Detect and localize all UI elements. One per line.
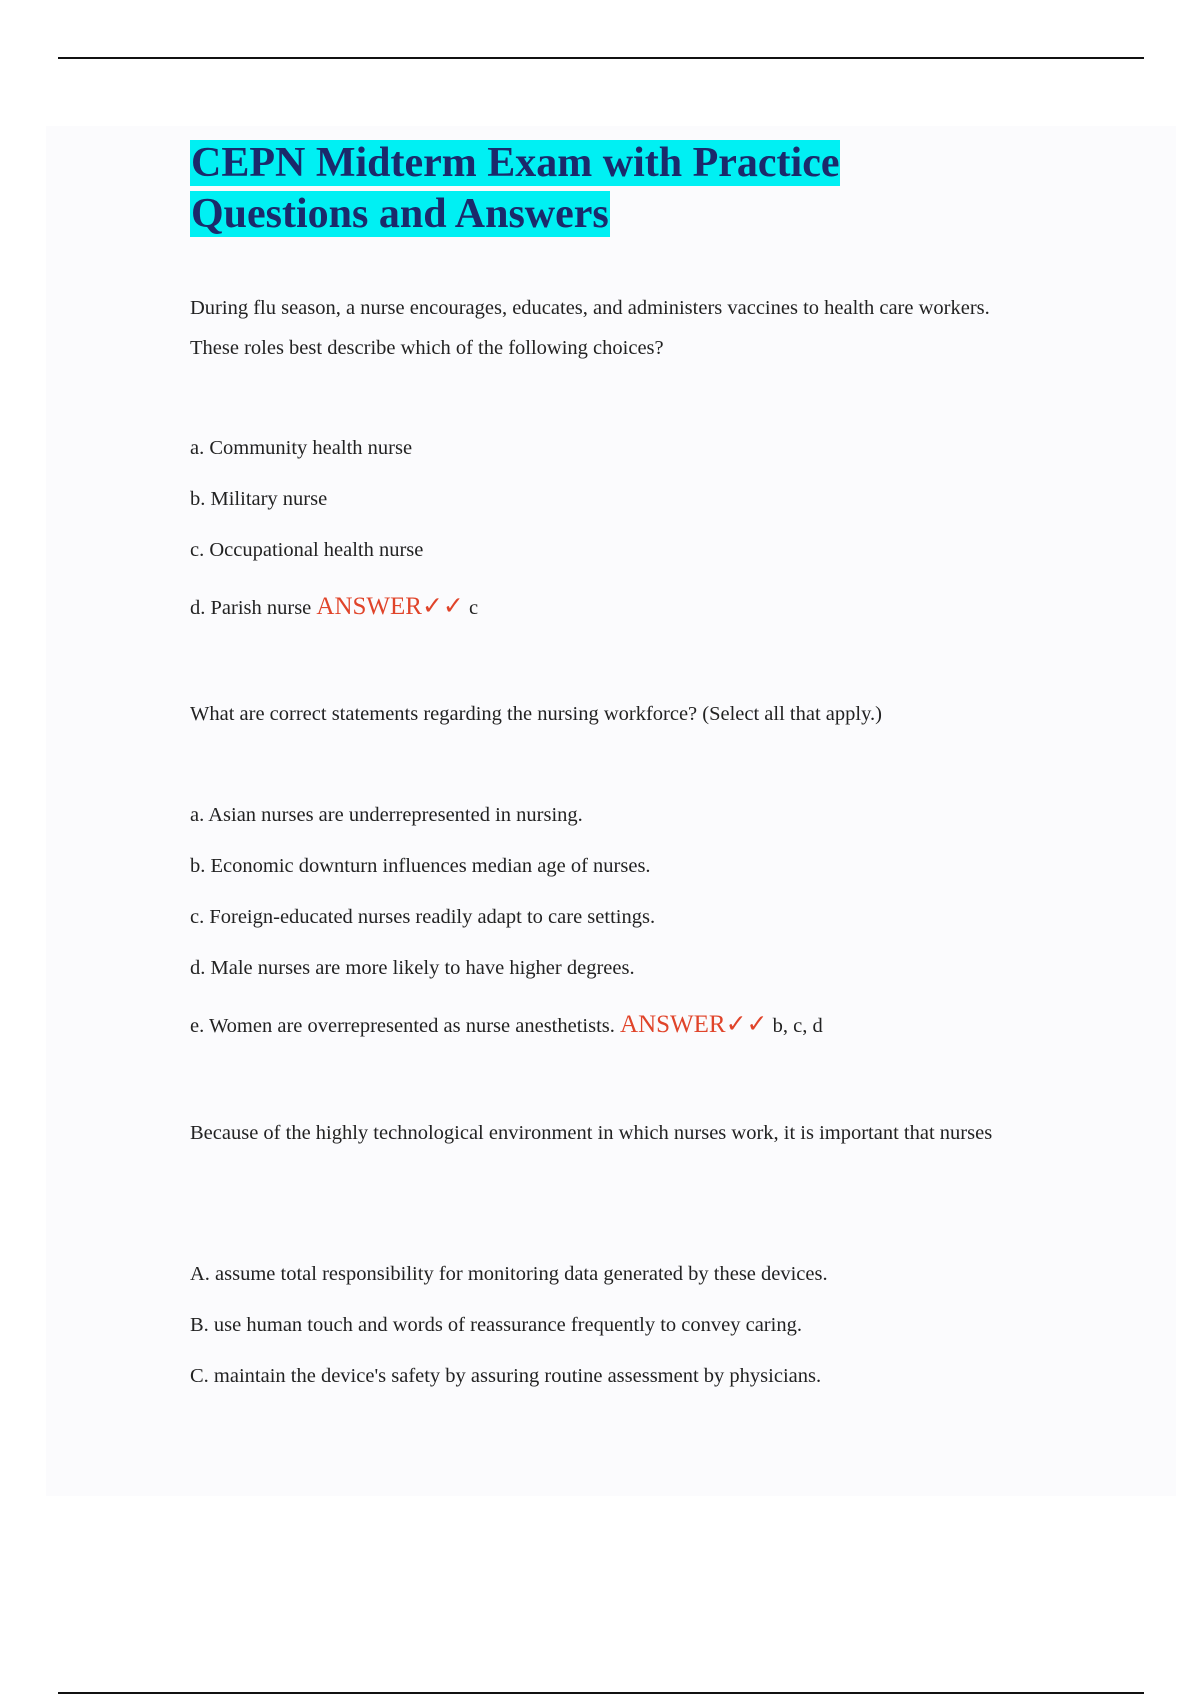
question-3-option-c: C. maintain the device's safety by assuring routine assessment by physicians. [190, 1365, 822, 1387]
question-2-option-e: e. Women are overrepresented as nurse anesthetists. [190, 1015, 615, 1037]
question-2-option-a: a. Asian nurses are underrepresented in nursing. [190, 804, 583, 826]
question-1-option-d: d. Parish nurse [190, 597, 312, 619]
question-2-option-d: d. Male nurses are more likely to have higher degrees. [190, 957, 635, 979]
question-3-stem: Because of the highly technological environment in which nurses work, it is important that nurses [190, 1122, 993, 1144]
answer-label: ANSWER✓✓ [620, 1011, 768, 1038]
question-1-option-c: c. Occupational health nurse [190, 539, 424, 561]
answer-label: ANSWER✓✓ [316, 593, 464, 620]
title-line-1: CEPN Midterm Exam with Practice [191, 140, 840, 186]
question-1-option-d-line [190, 593, 478, 622]
question-3-option-b: B. use human touch and words of reassurance frequently to convey caring. [190, 1314, 802, 1336]
question-2-stem: What are correct statements regarding the nursing workforce? (Select all that apply.) [190, 703, 882, 725]
question-2-option-c: c. Foreign-educated nurses readily adapt to care settings. [190, 906, 656, 928]
title-line-2: Questions and Answers [191, 191, 609, 237]
question-1-stem: During flu season, a nurse encourages, educates, and administers vaccines to health care workers. These roles best describe which of the following choices? [190, 297, 990, 359]
footer-rule [58, 1692, 1144, 1694]
header-rule [58, 57, 1144, 59]
document-title [190, 138, 840, 240]
question-1-option-a: a. Community health nurse [190, 437, 413, 459]
question-1-option-b: b. Military nurse [190, 488, 328, 510]
question-2-option-e-line [190, 1011, 823, 1040]
question-2-option-b: b. Economic downturn influences median age of nurses. [190, 855, 651, 877]
question-3-option-a: A. assume total responsibility for monitoring data generated by these devices. [190, 1263, 828, 1285]
question-1-answer: c [468, 597, 479, 619]
question-2-answer: b, c, d [772, 1015, 823, 1037]
